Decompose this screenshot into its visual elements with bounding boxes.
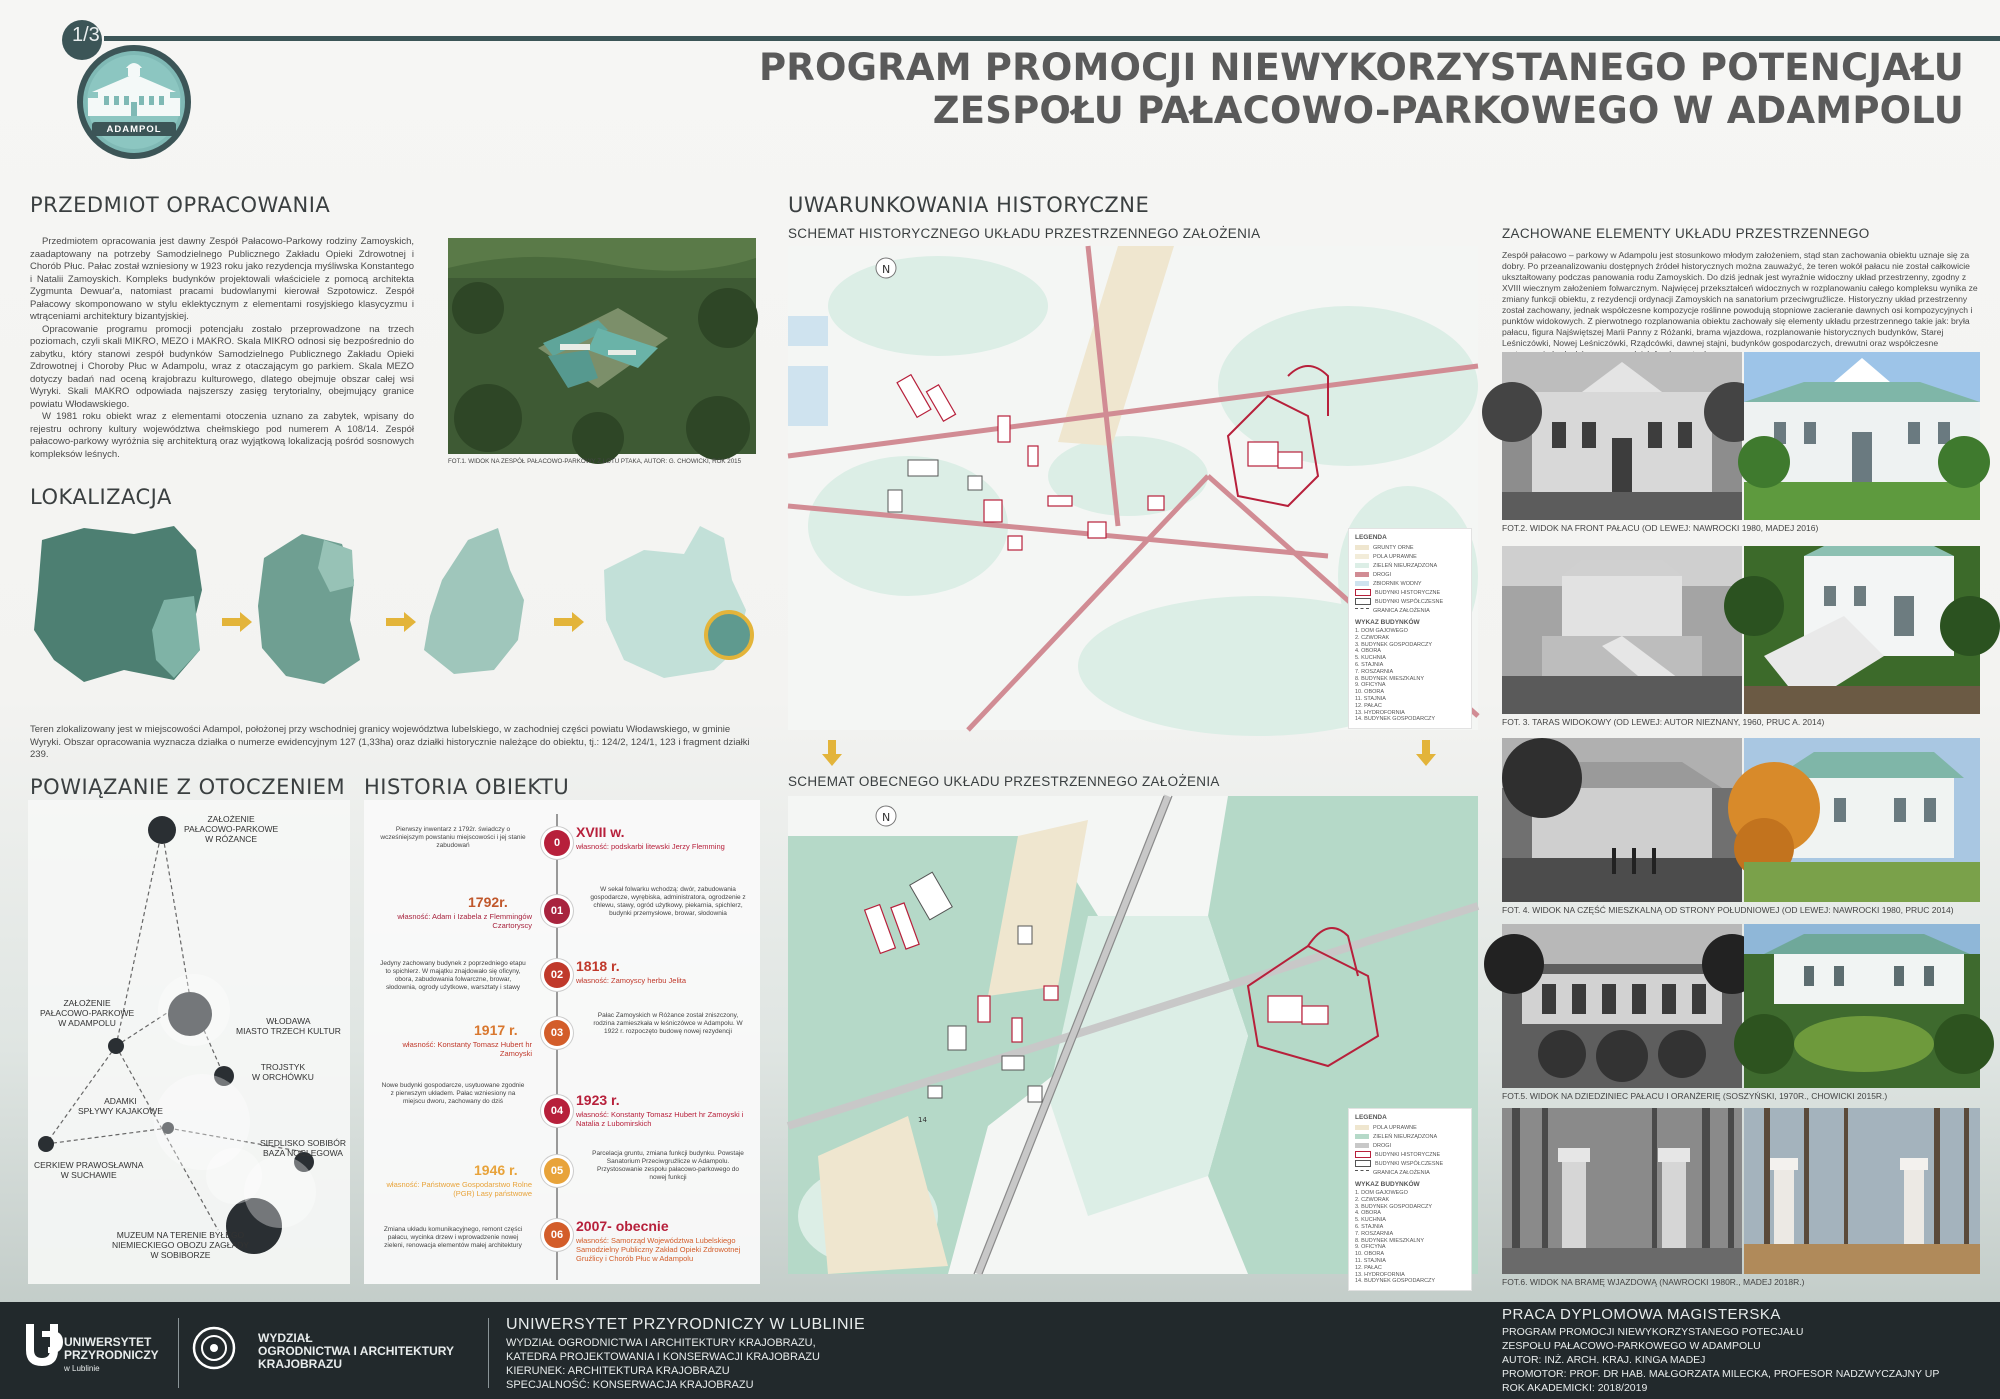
timeline-note-0: Pierwszy inwentarz z 1792r. świadczy o wcześniejszym powstaniu miejscowości i jej stanie zabudowań bbox=[380, 826, 526, 849]
timeline-owner-1: własność: Adam i Izabela z Flemmingów Czartoryscy bbox=[397, 912, 532, 930]
north-arrow-current: N bbox=[882, 811, 891, 824]
praca-line-5: ROK AKADEMICKI: 2018/2019 bbox=[1502, 1382, 1648, 1394]
wykaz-item: 4. OBORA bbox=[1355, 648, 1381, 655]
node-cerkiew bbox=[38, 1136, 54, 1152]
timeline-note-5: Parcelacja gruntu, zmiana funkcji budynku. Powstaje Sanatorium Przeciwgruźlicze w Adampolu. Przystosowanie zespołu pałacowo-parkowego do nowej funkcji bbox=[592, 1150, 744, 1181]
timeline-owner-3: własność: Konstanty Tomasz Hubert hr Zamoyski bbox=[402, 1040, 532, 1058]
photo-caption-4: FOT. 4. WIDOK NA CZĘŚĆ MIESZKALNĄ OD STRONY POŁUDNIOWEJ (OD LEWEJ: NAWROCKI 1980, PRUC 2014) bbox=[1502, 905, 1954, 915]
timeline-owner-2: własność: Zamoyscy herbu Jelita bbox=[576, 976, 687, 985]
zachowane-title: ZACHOWANE ELEMENTY UKŁADU PRZESTRZENNEGO bbox=[1502, 226, 1870, 241]
wykaz-item: 9. OFICYNA bbox=[1355, 1244, 1386, 1251]
header-rule bbox=[104, 36, 2000, 41]
timeline-year-1: 1792r. bbox=[468, 894, 508, 910]
wykaz-item: 13. HYDROFORNIA bbox=[1355, 709, 1405, 716]
wykaz-item: 7. ROSZARNIA bbox=[1355, 1230, 1394, 1237]
photo-courtyard-old bbox=[1502, 924, 1742, 1088]
photo-caption-2: FOT.2. WIDOK NA FRONT PAŁACU (OD LEWEJ: NAWROCKI 1980, MADEJ 2016) bbox=[1502, 523, 1819, 533]
photo-gate-old bbox=[1502, 1108, 1742, 1274]
legend-item: POLA UPRAWNE bbox=[1373, 553, 1417, 560]
schemat-hist-title: SCHEMAT HISTORYCZNEGO UKŁADU PRZESTRZENNEGO ZAŁOŻENIA bbox=[788, 226, 1261, 241]
powiazanie-title: POWIĄZANIE Z OTOCZENIEM bbox=[30, 775, 346, 799]
legend-item: GRUNTY ORNE bbox=[1373, 544, 1414, 551]
label-sobibor: MUZEUM NA TERENIE BYŁEGO NIEMIECKIEGO OBOZU ZAGŁADY W SOBIBORZE bbox=[112, 1230, 249, 1260]
timeline-dot-3: 03 bbox=[544, 1020, 570, 1046]
timeline-dot-1: 01 bbox=[544, 898, 570, 924]
footer-line-3: KIERUNEK: ARCHITEKTURA KRAJOBRAZU bbox=[506, 1365, 730, 1377]
wykaz-item: 2. CZWORAK bbox=[1355, 1196, 1390, 1203]
historic-legend bbox=[1348, 528, 1472, 729]
legend-item: DROGI bbox=[1373, 571, 1392, 578]
label-wlodawa: WŁODAWA MIASTO TRZECH KULTUR bbox=[236, 1016, 341, 1036]
legend-item: BUDYNKI WSPÓŁCZESNE bbox=[1375, 598, 1444, 605]
wydzial-logo-icon bbox=[192, 1326, 236, 1370]
up-logo-icon bbox=[22, 1320, 62, 1374]
node-adampol bbox=[108, 1038, 124, 1054]
timeline-owner-5: własność: Państwowe Gospodarstwo Rolne (PGR) Lasy państwowe bbox=[386, 1180, 532, 1198]
current-map bbox=[788, 796, 1478, 1285]
timeline-note-4: Nowe budynki gospodarcze, usytuowane zgodnie z pierwszym układem. Pałac wzniesiony na miejscu dworu, zachowany do dziś bbox=[381, 1082, 525, 1105]
timeline-year-6: 2007- obecnie bbox=[576, 1218, 669, 1234]
wykaz-item: 10. OBORA bbox=[1355, 1251, 1385, 1258]
wykaz-item: 3. BUDYNEK GOSPODARCZY bbox=[1355, 641, 1433, 648]
arrow-3 bbox=[554, 612, 584, 632]
wykaz-item: 8. BUDYNEK MIESZKALNY bbox=[1355, 675, 1425, 682]
timeline-dot-0: 0 bbox=[544, 830, 570, 856]
timeline-axis bbox=[556, 814, 558, 1280]
photo-caption-3: FOT. 3. TARAS WIDOKOWY (OD LEWEJ: AUTOR NIEZNANY, 1960, PRUC A. 2014) bbox=[1502, 717, 1825, 727]
photo-residential-old bbox=[1502, 738, 1742, 902]
lokalizacja-title: LOKALIZACJA bbox=[30, 485, 172, 509]
title-line-2: ZESPOŁU PAŁACOWO-PARKOWEGO W ADAMPOLU bbox=[932, 89, 1964, 132]
photo-caption-6: FOT.6. WIDOK NA BRAMĘ WJAZDOWĄ (NAWROCKI 1980R., MADEJ 2018R.) bbox=[1502, 1277, 1805, 1287]
legend-item: BUDYNKI HISTORYCZNE bbox=[1375, 589, 1441, 596]
legend-item: DROGI bbox=[1373, 1142, 1392, 1149]
timeline-dot-6: 06 bbox=[544, 1222, 570, 1248]
wykaz-item: 14. BUDYNEK GOSPODARCZY bbox=[1355, 1278, 1436, 1285]
aerial-photo bbox=[448, 238, 756, 454]
timeline-year-0: XVIII w. bbox=[576, 824, 625, 840]
wykaz-item: 3. BUDYNEK GOSPODARCZY bbox=[1355, 1203, 1433, 1210]
legend-title: LEGENDA bbox=[1355, 534, 1387, 541]
praca-line-2: ZESPOŁU PAŁACOWO-PARKOWEGO W ADAMPOLU bbox=[1502, 1340, 1761, 1352]
up-city: w Lublinie bbox=[64, 1364, 100, 1373]
wykaz-item: 1. DOM GAJOWEGO bbox=[1355, 628, 1408, 634]
wykaz-item: 4. OBORA bbox=[1355, 1210, 1381, 1217]
historia-title: HISTORIA OBIEKTU bbox=[364, 775, 570, 799]
wykaz-item: 8. BUDYNEK MIESZKALNY bbox=[1355, 1237, 1425, 1244]
photo-front-old bbox=[1502, 352, 1742, 520]
legend-item: BUDYNKI HISTORYCZNE bbox=[1375, 1151, 1441, 1158]
up-name: UNIWERSYTET PRZYRODNICZY bbox=[64, 1335, 159, 1362]
praca-line-4: PROMOTOR: PROF. DR HAB. MAŁGORZATA MILECKA, PROFESOR NADZWYCZAJNY UP bbox=[1502, 1368, 1940, 1380]
legend-item: POLA UPRAWNE bbox=[1373, 1124, 1417, 1131]
timeline-year-3: 1917 r. bbox=[474, 1022, 518, 1038]
legend-item: GRANICA ZAŁOŻENIA bbox=[1373, 607, 1430, 614]
footer-line-1: WYDZIAŁ OGRODNICTWA I ARCHITEKTURY KRAJOBRAZU, bbox=[506, 1337, 816, 1349]
aerial-photo-caption: FOT.1. WIDOK NA ZESPÓŁ PAŁACOWO-PARKOWY Z LOTU PTAKA, AUTOR: G. CHOWICKI, ROK 2015 bbox=[448, 458, 742, 465]
timeline-year-2: 1818 r. bbox=[576, 958, 620, 974]
timeline-dot-5: 05 bbox=[544, 1158, 570, 1184]
down-arrow-left-icon bbox=[822, 740, 842, 766]
przedmiot-p3: W 1981 roku obiekt wraz z elementami otoczenia uznano za zabytek, wpisany do rejestru ochrony kultury województwa chełmskiego pod numerem A 108/14. Zespół pałacowo-parkowy wyróżnia się architekturą oraz wyjątkową lokalizacją pośród sosnowych kompleksów leśnych. bbox=[30, 411, 414, 460]
lokalizacja-text: Teren zlokalizowany jest w miejscowości Adampol, położonej przy wschodniej granicy województwa lubelskiego, w zachodniej części powiatu Włodawskiego, w gminie Wyryki. Obszar opracowania wyznacza działka o numerze ewidencyjnym 127 (1,33ha) oraz działki historycznie należące do obiektu, tj.: 124/2, 124/1, 123 i fragment działki 239. bbox=[30, 724, 750, 760]
photo-caption-5: FOT.5. WIDOK NA DZIEDZINIEC PAŁACU I ORANŻERIĘ (SOSZYŃSKI, 1970R., CHOWICKI 2015R.) bbox=[1502, 1091, 1888, 1101]
map-number-label: 14 bbox=[918, 1116, 927, 1124]
wykaz-item: 2. CZWORAK bbox=[1355, 634, 1390, 641]
photo-gate-new bbox=[1744, 1108, 1980, 1274]
adampol-marker bbox=[706, 612, 752, 658]
footer-line-4: SPECJALNOŚĆ: KONSERWACJA KRAJOBRAZU bbox=[506, 1379, 754, 1391]
wykaz-item: 7. ROSZARNIA bbox=[1355, 668, 1394, 675]
timeline-dot-4: 04 bbox=[544, 1098, 570, 1124]
footer-uni: UNIWERSYTET PRZYRODNICZY W LUBLINIE bbox=[506, 1316, 866, 1333]
timeline-year-5: 1946 r. bbox=[474, 1162, 518, 1178]
timeline-note-3: Pałac Zamoyskich w Różance został zniszczony, rodzina zamieszkała w leśniczówce w Adampolu. W 1922 r. rozpoczęto budowę nowej rezydencji bbox=[593, 1012, 743, 1035]
photo-terrace-old bbox=[1502, 546, 1742, 714]
wykaz-item: 1. DOM GAJOWEGO bbox=[1355, 1190, 1408, 1196]
timeline-note-6: Zmiana układu komunikacyjnego, remont części pałacu, wycinka drzew i wprowadzenie nowej zieleni, renowacja elementów małej architektury bbox=[383, 1226, 523, 1249]
timeline-note-1: W sekał folwarku wchodzą: dwór, zabudowania gospodarcze, wyrębiska, administratora, ogrodzenie z chlewu, stawy, ogród użytkowy, piekarnia, spichlerz, budynki przemysłowe, browar, słodownia bbox=[590, 886, 746, 917]
footer-divider-1 bbox=[178, 1318, 179, 1388]
photo-front-new bbox=[1744, 352, 1980, 520]
arrow-2 bbox=[386, 612, 416, 632]
przedmiot-title: PRZEDMIOT OPRACOWANIA bbox=[30, 193, 331, 217]
uwarunkowania-title: UWARUNKOWANIA HISTORYCZNE bbox=[788, 193, 1150, 217]
page-title bbox=[759, 46, 1964, 132]
timeline-note-2: Jedyny zachowany budynek z poprzedniego etapu to spichlerz. W majątku znajdowało się oficyny, obora, zabudowania folwarczne, browar, słodownia, ogrody użytkowe, warsztaty i stawy bbox=[380, 960, 526, 991]
wykaz-item: 12. PAŁAC bbox=[1355, 1264, 1382, 1271]
north-arrow-hist: N bbox=[882, 263, 891, 276]
wykaz-item: 5. KUCHNIA bbox=[1355, 655, 1386, 662]
legend-item: ZBIORNIK WODNY bbox=[1373, 580, 1422, 587]
wykaz-item: 6. STAJNIA bbox=[1355, 661, 1384, 668]
zachowane-text: Zespół pałacowo – parkowy w Adampolu jest stosunkowo młodym założeniem, stąd stan zachowania obiektu uznaje się za dobry. Po przeanalizowaniu dostępnych źródeł historycznych można zauważyć, że teren wokół pałacu nie został całkowicie ukształtowany podczas panowania rodu Zamoyskich. Do dziś jednak jest wyraźnie widoczny układ przestrzenny, zgodny z XVIII wiecznym założeniem folwarcznym. Najwięcej przekształceń widocznych w rozplanowaniu całego kompleksu wynika ze zmiany funkcji obiektu, z rezydencji ordynacji Zamoyskich na sanatorium przeciwgruźlicze. Historyczny układ przestrzenny został zachowany, jednak współczesne kompozycje roślinne powodują stopniowe zacieranie dawnych osi kompozycyjnych i punktów widokowych. Z pierwotnego rozplanowania obiektu zachowały się elementy układu przestrzennego takie jak: bryła pałacu, figura Najświętszej Marii Panny z Różanki, brama wjazdowa, rozplanowanie historycznych budynków, Starej Leśniczówki, Nowej Leśniczówki, Rządcówki, dawnej stajni, budynków gospodarczych, drewutni oraz współczesne bbox=[1502, 250, 1978, 348]
logo-text: ADAMPOL bbox=[106, 124, 162, 135]
photo-residential-new bbox=[1744, 738, 1980, 902]
current-legend bbox=[1348, 1108, 1472, 1291]
down-arrow-right-icon bbox=[1416, 740, 1436, 766]
page-badge: 1/3 bbox=[72, 24, 100, 46]
wydzial-name: WYDZIAŁ OGRODNICTWA I ARCHITEKTURY KRAJOBRAZU bbox=[258, 1331, 454, 1371]
wykaz-list bbox=[1355, 628, 1465, 723]
praca-line-3: AUTOR: INŻ. ARCH. KRAJ. KINGA MADEJ bbox=[1502, 1354, 1706, 1366]
footer-line-2: KATEDRA PROJEKTOWANIA I KONSERWACJI KRAJOBRAZU bbox=[506, 1351, 820, 1363]
schemat-obec-title: SCHEMAT OBECNEGO UKŁADU PRZESTRZENNEGO ZAŁOŻENIA bbox=[788, 774, 1220, 789]
wykaz-item: 11. STAJNIA bbox=[1355, 1257, 1386, 1264]
wykaz-item: 6. STAJNIA bbox=[1355, 1223, 1384, 1230]
timeline-dot-2: 02 bbox=[544, 962, 570, 988]
photo-terrace-new bbox=[1744, 546, 1980, 714]
label-rozanka: ZAŁOŻENIE PAŁACOWO-PARKOWE W RÓŻANCE bbox=[184, 814, 279, 844]
label-siedlisko: SIEDLISKO SOBIBÓR BAZA NOCLEGOWA bbox=[260, 1138, 346, 1158]
wykaz-title: WYKAZ BUDYNKÓW bbox=[1355, 1181, 1420, 1188]
historic-map bbox=[788, 246, 1478, 730]
timeline-owner-6: własność: Samorząd Województwa Lubelskiego Samodzielny Publiczny Zakład Opieki Zdrowotnej Gruźlicy i Chorób Płuc w Adampolu bbox=[576, 1236, 741, 1263]
legend-title: LEGENDA bbox=[1355, 1114, 1387, 1121]
timeline-year-4: 1923 r. bbox=[576, 1092, 620, 1108]
przedmiot-p1: Przedmiotem opracowania jest dawny Zespół Pałacowo-Parkowy rodziny Zamoyskich, zaadaptowany na potrzeby Samodzielnego Publicznego Zakładu Opieki Zdrowotnej i Chorób Płuc. Pałac został wzniesiony w 1923 roku jako rezydencja myśliwska Konstantego i Natalii Zamoyskich. Kompleks budynków projektowali właściciele z pomocą architekta Zygmunta Dewuar'a, natomiast pracami budowlanymi kierował Szpotowicz. Zespół Pałacowy skomponowano w stylu eklektycznym z elementami rosyjskiego klasycyzmu i wtrąceniami architektury bizantyjskiej. bbox=[30, 236, 414, 322]
legend-item: GRANICA ZAŁOŻENIA bbox=[1373, 1169, 1430, 1176]
przedmiot-p2: Opracowanie programu promocji potencjału zostało przeprowadzone na trzech poziomach, czyli skali MIKRO, MEZO i MAKRO. Skala MIKRO odnosi się bezpośrednio do zabytku, który stanowi zespół budynków Samodzielnego Publicznego Zakładu Opieki Zdrowotnej i Choroby Płuc w Adampolu, wraz z otaczającym go parkiem. Skala MEZO dotyczy badań nad oceną krajobrazu kulturowego, dlatego obejmuje obszar całej wsi Wyryki. Skali MAKRO odpowiada najszerszy zasięg terytorialny, obejmujący granice powiatu Włodawskiego. bbox=[30, 323, 414, 410]
wykaz-list bbox=[1355, 1190, 1465, 1285]
wykaz-item: 5. KUCHNIA bbox=[1355, 1217, 1386, 1224]
wykaz-item: 12. PAŁAC bbox=[1355, 702, 1382, 709]
legend-item: ZIELEŃ NIEURZĄDZONA bbox=[1373, 1133, 1438, 1140]
label-cerkiew: CERKIEW PRAWOSŁAWNA W SUCHAWIE bbox=[34, 1160, 144, 1180]
label-trojstyk: TROJSTYK W ORCHÓWKU bbox=[252, 1062, 314, 1082]
wykaz-item: 9. OFICYNA bbox=[1355, 682, 1386, 689]
wykaz-item: 11. STAJNIA bbox=[1355, 695, 1386, 702]
powiat-map bbox=[424, 528, 524, 674]
node-rozanka bbox=[148, 816, 176, 844]
wykaz-item: 13. HYDROFORNIA bbox=[1355, 1271, 1405, 1278]
label-adamki: ADAMKI SPŁYWY KAJAKOWE bbox=[78, 1096, 163, 1116]
footer bbox=[0, 1302, 2000, 1399]
location-maps bbox=[24, 520, 764, 690]
timeline-owner-0: własność: podskarbi litewski Jerzy Flemming bbox=[576, 842, 725, 851]
legend-item: ZIELEŃ NIEURZĄDZONA bbox=[1373, 562, 1438, 569]
wykaz-item: 14. BUDYNEK GOSPODARCZY bbox=[1355, 716, 1436, 723]
praca-line-1: PROGRAM PROMOCJI NIEWYKORZYSTANEGO POTECJAŁU bbox=[1502, 1326, 1804, 1338]
footer-divider-2 bbox=[488, 1318, 489, 1388]
timeline-owner-4: własność: Konstanty Tomasz Hubert hr Zamoyski i Natalia z Lubomirskich bbox=[576, 1110, 744, 1128]
historia-panel bbox=[364, 800, 760, 1284]
relations-panel bbox=[28, 800, 350, 1284]
title-line-1: PROGRAM PROMOCJI NIEWYKORZYSTANEGO POTENCJAŁU bbox=[758, 46, 1964, 89]
arrow-1 bbox=[222, 612, 252, 632]
praca-title: PRACA DYPLOMOWA MAGISTERSKA bbox=[1502, 1306, 1781, 1323]
photo-courtyard-new bbox=[1744, 924, 1980, 1088]
legend-item: BUDYNKI WSPÓŁCZESNE bbox=[1375, 1160, 1444, 1167]
przedmiot-text bbox=[30, 236, 414, 461]
wykaz-title: WYKAZ BUDYNKÓW bbox=[1355, 619, 1420, 626]
label-adampol: ZAŁOŻENIE PAŁACOWO-PARKOWE W ADAMPOLU bbox=[40, 998, 135, 1028]
wykaz-item: 10. OBORA bbox=[1355, 689, 1385, 696]
